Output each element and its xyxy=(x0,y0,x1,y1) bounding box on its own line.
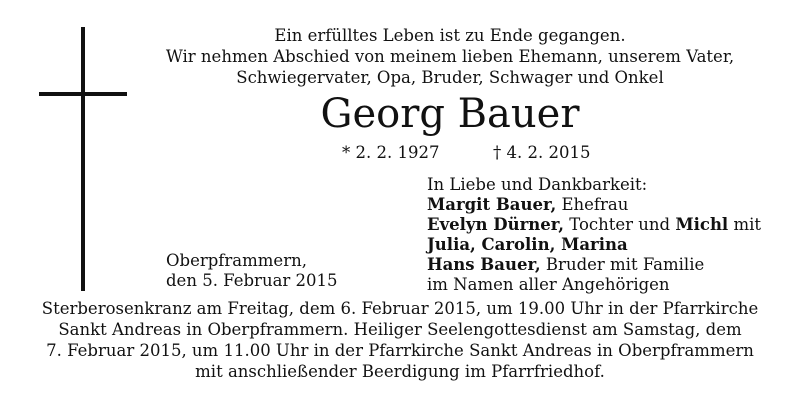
mourner-role: Ehefrau xyxy=(556,195,629,214)
intro-line: Ein erfülltes Leben ist zu Ende gegangen. xyxy=(274,26,626,45)
mourner-line xyxy=(427,215,761,235)
mourners-heading: In Liebe und Dankbarkeit: xyxy=(427,175,648,194)
intro-text xyxy=(150,25,750,88)
intro-line: Wir nehmen Abschied von meinem lieben Ehemann, unserem Vater, xyxy=(165,47,735,66)
intro-line: Schwiegervater, Opa, Bruder, Schwager und Onkel xyxy=(236,68,664,87)
death-date: † 4. 2. 2015 xyxy=(493,143,591,162)
mourners-closing: im Namen aller Angehörigen xyxy=(427,275,670,294)
mourner-name: Hans Bauer, xyxy=(427,255,541,274)
mourner-line xyxy=(427,195,761,215)
mourner-role: Bruder mit Familie xyxy=(540,255,705,274)
mourner-name: Julia, Carolin, Marina xyxy=(427,235,628,254)
service-line: 7. Februar 2015, um 11.00 Uhr in der Pfarrkirche Sankt Andreas in Oberpframmern xyxy=(46,341,754,360)
birth-date: * 2. 2. 1927 xyxy=(342,143,440,162)
mourners-list xyxy=(427,175,761,295)
place-and-date xyxy=(166,251,338,291)
mourner-role: Tochter und xyxy=(564,215,676,234)
mourner-line xyxy=(427,235,761,255)
service-line: mit anschließender Beerdigung im Pfarrfriedhof. xyxy=(195,362,605,381)
place-city: Oberpframmern, xyxy=(166,251,307,270)
notice-date: den 5. Februar 2015 xyxy=(166,271,338,290)
service-line: Sterberosenkranz am Freitag, dem 6. Februar 2015, um 19.00 Uhr in der Pfarrkirche xyxy=(41,299,759,318)
mourner-line xyxy=(427,255,761,275)
service-line: Sankt Andreas in Oberpframmern. Heiliger Seelengottesdienst am Samstag, dem xyxy=(58,320,742,339)
deceased-name: Georg Bauer xyxy=(320,91,580,137)
cross-vertical-bar xyxy=(81,27,85,291)
mourner-name: Margit Bauer, xyxy=(427,195,557,214)
mourner-role: mit xyxy=(728,215,762,234)
cross-horizontal-bar xyxy=(39,92,127,96)
mourner-name: Michl xyxy=(675,215,729,234)
service-info xyxy=(20,298,780,382)
mourner-name: Evelyn Dürner, xyxy=(427,215,564,234)
